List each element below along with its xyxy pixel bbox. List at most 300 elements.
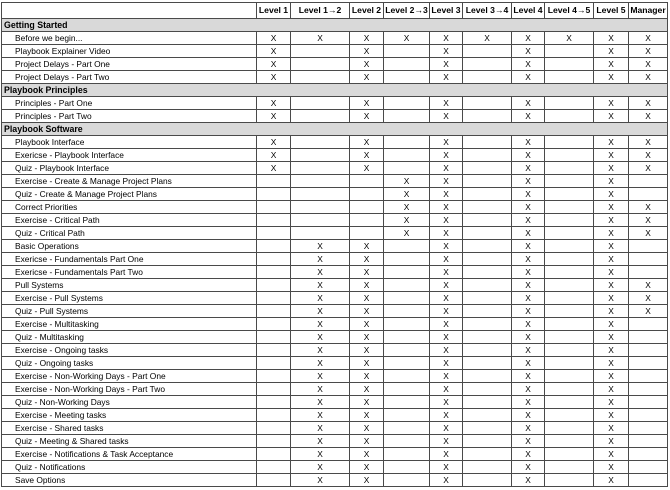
level-cell: X xyxy=(594,435,629,448)
level-cell: X xyxy=(430,474,463,487)
level-cell: X xyxy=(430,175,463,188)
level-cell: X xyxy=(350,344,384,357)
level-cell: X xyxy=(629,45,668,58)
level-cell xyxy=(257,435,291,448)
level-cell: X xyxy=(257,136,291,149)
level-cell xyxy=(545,344,594,357)
level-cell: X xyxy=(594,383,629,396)
level-cell: X xyxy=(350,370,384,383)
table-row xyxy=(2,448,668,461)
level-cell xyxy=(291,45,350,58)
table-row xyxy=(2,422,668,435)
level-cell xyxy=(384,409,430,422)
level-cell: X xyxy=(629,305,668,318)
level-cell: X xyxy=(594,253,629,266)
table-row xyxy=(2,461,668,474)
level-cell xyxy=(350,188,384,201)
level-cell xyxy=(545,97,594,110)
table-row xyxy=(2,32,668,45)
level-cell xyxy=(629,448,668,461)
course-name: Exercise - Create & Manage Project Plans xyxy=(2,175,257,188)
level-cell xyxy=(545,71,594,84)
level-cell: X xyxy=(291,396,350,409)
level-cell: X xyxy=(430,214,463,227)
course-name: Quiz - Multitasking xyxy=(2,331,257,344)
level-cell xyxy=(291,58,350,71)
level-cell xyxy=(350,214,384,227)
level-cell: X xyxy=(629,201,668,214)
level-cell: X xyxy=(291,266,350,279)
level-cell xyxy=(545,175,594,188)
level-cell xyxy=(257,448,291,461)
level-cell: X xyxy=(291,292,350,305)
level-cell: X xyxy=(350,279,384,292)
table-row xyxy=(2,383,668,396)
level-cell: X xyxy=(350,409,384,422)
level-cell: X xyxy=(350,97,384,110)
level-cell xyxy=(629,435,668,448)
level-cell: X xyxy=(594,162,629,175)
level-cell: X xyxy=(350,149,384,162)
level-cell: X xyxy=(512,383,545,396)
level-cell: X xyxy=(291,370,350,383)
level-cell xyxy=(291,149,350,162)
level-cell xyxy=(463,71,512,84)
level-cell: X xyxy=(350,422,384,435)
level-cell: X xyxy=(430,97,463,110)
level-cell xyxy=(463,357,512,370)
level-cell: X xyxy=(512,201,545,214)
level-cell: X xyxy=(350,71,384,84)
level-cell: X xyxy=(512,357,545,370)
course-name: Quiz - Meeting & Shared tasks xyxy=(2,435,257,448)
level-cell: X xyxy=(430,227,463,240)
level-cell xyxy=(384,357,430,370)
level-cell xyxy=(384,383,430,396)
level-cell: X xyxy=(629,97,668,110)
level-cell: X xyxy=(384,32,430,45)
level-cell xyxy=(545,331,594,344)
level-cell: X xyxy=(629,149,668,162)
level-cell: X xyxy=(291,253,350,266)
level-cell xyxy=(463,422,512,435)
level-cell xyxy=(463,279,512,292)
level-cell xyxy=(545,409,594,422)
level-cell: X xyxy=(430,448,463,461)
course-name: Save Options xyxy=(2,474,257,487)
course-name: Exercise - Non-Working Days - Part Two xyxy=(2,383,257,396)
level-cell xyxy=(291,175,350,188)
header-level-4: Level 4 xyxy=(512,3,545,19)
level-cell xyxy=(545,292,594,305)
course-name: Exercise - Non-Working Days - Part One xyxy=(2,370,257,383)
level-cell xyxy=(463,318,512,331)
level-cell: X xyxy=(430,305,463,318)
level-cell: X xyxy=(512,305,545,318)
level-cell: X xyxy=(545,32,594,45)
level-cell: X xyxy=(257,162,291,175)
level-cell xyxy=(545,149,594,162)
level-cell xyxy=(291,97,350,110)
level-cell: X xyxy=(512,331,545,344)
level-cell: X xyxy=(512,474,545,487)
level-cell: X xyxy=(594,448,629,461)
level-cell: X xyxy=(350,435,384,448)
level-cell: X xyxy=(594,305,629,318)
level-cell: X xyxy=(629,32,668,45)
level-cell: X xyxy=(512,71,545,84)
level-cell: X xyxy=(291,344,350,357)
level-cell: X xyxy=(629,227,668,240)
table-row xyxy=(2,370,668,383)
level-cell xyxy=(629,383,668,396)
level-cell xyxy=(384,58,430,71)
level-cell xyxy=(257,266,291,279)
level-cell xyxy=(291,71,350,84)
level-cell xyxy=(545,136,594,149)
level-cell: X xyxy=(257,45,291,58)
level-cell: X xyxy=(594,136,629,149)
level-cell xyxy=(291,214,350,227)
level-cell xyxy=(257,409,291,422)
header-level-3: Level 3 xyxy=(430,3,463,19)
level-cell xyxy=(463,201,512,214)
level-cell xyxy=(463,383,512,396)
section-title: Getting Started xyxy=(2,19,668,32)
level-cell: X xyxy=(512,136,545,149)
level-cell: X xyxy=(350,58,384,71)
level-cell xyxy=(629,461,668,474)
level-cell: X xyxy=(512,214,545,227)
level-cell: X xyxy=(430,318,463,331)
level-cell xyxy=(629,175,668,188)
level-cell: X xyxy=(430,422,463,435)
level-cell xyxy=(384,45,430,58)
table-row xyxy=(2,305,668,318)
training-matrix-table xyxy=(1,2,668,487)
table-row xyxy=(2,474,668,487)
level-cell xyxy=(384,474,430,487)
level-cell xyxy=(257,227,291,240)
level-cell xyxy=(545,266,594,279)
level-cell: X xyxy=(512,318,545,331)
level-cell: X xyxy=(512,461,545,474)
level-cell: X xyxy=(430,331,463,344)
course-name: Principles - Part One xyxy=(2,97,257,110)
course-name: Exercise - Notifications & Task Acceptance xyxy=(2,448,257,461)
level-cell xyxy=(463,474,512,487)
level-cell: X xyxy=(430,110,463,123)
level-cell: X xyxy=(594,318,629,331)
course-name: Quiz - Create & Manage Project Plans xyxy=(2,188,257,201)
level-cell: X xyxy=(384,201,430,214)
level-cell xyxy=(384,461,430,474)
level-cell: X xyxy=(594,422,629,435)
level-cell: X xyxy=(512,149,545,162)
level-cell: X xyxy=(257,110,291,123)
level-cell xyxy=(384,318,430,331)
level-cell xyxy=(463,409,512,422)
level-cell xyxy=(545,110,594,123)
level-cell: X xyxy=(594,266,629,279)
level-cell xyxy=(384,266,430,279)
level-cell: X xyxy=(257,97,291,110)
level-cell xyxy=(257,305,291,318)
level-cell: X xyxy=(512,188,545,201)
level-cell: X xyxy=(257,71,291,84)
table-row xyxy=(2,110,668,123)
level-cell xyxy=(291,136,350,149)
level-cell: X xyxy=(291,279,350,292)
level-cell: X xyxy=(430,58,463,71)
level-cell xyxy=(629,370,668,383)
header-level-1-2: Level 1→2 xyxy=(291,3,350,19)
course-name: Principles - Part Two xyxy=(2,110,257,123)
level-cell: X xyxy=(594,175,629,188)
table-row xyxy=(2,97,668,110)
level-cell: X xyxy=(594,97,629,110)
level-cell xyxy=(545,370,594,383)
level-cell: X xyxy=(430,357,463,370)
level-cell xyxy=(384,97,430,110)
table-row xyxy=(2,292,668,305)
level-cell: X xyxy=(594,461,629,474)
level-cell xyxy=(257,201,291,214)
level-cell xyxy=(384,370,430,383)
level-cell xyxy=(463,162,512,175)
level-cell xyxy=(384,136,430,149)
level-cell xyxy=(257,292,291,305)
level-cell: X xyxy=(512,240,545,253)
table-row xyxy=(2,188,668,201)
level-cell: X xyxy=(512,370,545,383)
section-title: Playbook Principles xyxy=(2,84,668,97)
level-cell: X xyxy=(291,448,350,461)
level-cell xyxy=(463,227,512,240)
table-row xyxy=(2,253,668,266)
level-cell xyxy=(384,292,430,305)
level-cell xyxy=(384,71,430,84)
level-cell xyxy=(384,422,430,435)
level-cell xyxy=(257,318,291,331)
course-name: Exercise - Multitasking xyxy=(2,318,257,331)
level-cell: X xyxy=(257,149,291,162)
level-cell xyxy=(257,214,291,227)
level-cell xyxy=(545,45,594,58)
header-level-1: Level 1 xyxy=(257,3,291,19)
table-row xyxy=(2,71,668,84)
level-cell xyxy=(629,409,668,422)
level-cell xyxy=(463,435,512,448)
level-cell: X xyxy=(430,201,463,214)
level-cell xyxy=(384,162,430,175)
header-level-4-5: Level 4→5 xyxy=(545,3,594,19)
level-cell: X xyxy=(430,136,463,149)
course-name: Exercise - Pull Systems xyxy=(2,292,257,305)
header-manager: Manager xyxy=(629,3,668,19)
course-name: Exericse - Fundamentals Part One xyxy=(2,253,257,266)
level-cell xyxy=(384,253,430,266)
level-cell: X xyxy=(350,357,384,370)
level-cell xyxy=(463,292,512,305)
level-cell xyxy=(257,370,291,383)
level-cell xyxy=(257,253,291,266)
level-cell xyxy=(463,97,512,110)
level-cell: X xyxy=(512,344,545,357)
level-cell xyxy=(257,279,291,292)
level-cell: X xyxy=(594,201,629,214)
level-cell: X xyxy=(291,383,350,396)
header-level-2-3: Level 2→3 xyxy=(384,3,430,19)
level-cell xyxy=(545,214,594,227)
course-name: Exercise - Shared tasks xyxy=(2,422,257,435)
level-cell: X xyxy=(430,409,463,422)
level-cell xyxy=(257,461,291,474)
level-cell xyxy=(545,240,594,253)
table-row xyxy=(2,318,668,331)
level-cell: X xyxy=(384,227,430,240)
level-cell: X xyxy=(430,370,463,383)
table-row xyxy=(2,240,668,253)
course-name: Correct Priorities xyxy=(2,201,257,214)
level-cell: X xyxy=(430,292,463,305)
level-cell: X xyxy=(291,331,350,344)
level-cell: X xyxy=(430,45,463,58)
table-row xyxy=(2,344,668,357)
level-cell xyxy=(545,227,594,240)
level-cell: X xyxy=(430,279,463,292)
level-cell: X xyxy=(594,292,629,305)
level-cell xyxy=(384,344,430,357)
level-cell: X xyxy=(512,97,545,110)
level-cell xyxy=(463,448,512,461)
level-cell xyxy=(629,474,668,487)
level-cell: X xyxy=(350,253,384,266)
level-cell: X xyxy=(257,58,291,71)
level-cell: X xyxy=(594,240,629,253)
level-cell xyxy=(463,188,512,201)
level-cell: X xyxy=(463,32,512,45)
level-cell xyxy=(629,344,668,357)
level-cell xyxy=(257,344,291,357)
level-cell: X xyxy=(350,110,384,123)
level-cell: X xyxy=(291,435,350,448)
level-cell: X xyxy=(291,240,350,253)
level-cell xyxy=(257,396,291,409)
table-row xyxy=(2,279,668,292)
level-cell: X xyxy=(430,162,463,175)
level-cell xyxy=(291,188,350,201)
level-cell: X xyxy=(594,344,629,357)
level-cell xyxy=(545,357,594,370)
level-cell xyxy=(545,162,594,175)
table-body xyxy=(2,19,668,487)
level-cell: X xyxy=(594,214,629,227)
level-cell xyxy=(629,253,668,266)
level-cell: X xyxy=(430,344,463,357)
level-cell: X xyxy=(512,175,545,188)
level-cell xyxy=(545,396,594,409)
level-cell xyxy=(545,58,594,71)
level-cell xyxy=(257,175,291,188)
table-row xyxy=(2,136,668,149)
section-row xyxy=(2,84,668,97)
header-level-2: Level 2 xyxy=(350,3,384,19)
course-name: Exercise - Meeting tasks xyxy=(2,409,257,422)
level-cell: X xyxy=(594,149,629,162)
level-cell: X xyxy=(350,448,384,461)
level-cell: X xyxy=(594,357,629,370)
level-cell: X xyxy=(512,422,545,435)
course-name: Basic Operations xyxy=(2,240,257,253)
level-cell: X xyxy=(430,32,463,45)
level-cell: X xyxy=(594,370,629,383)
level-cell xyxy=(629,357,668,370)
level-cell: X xyxy=(594,45,629,58)
level-cell xyxy=(291,162,350,175)
level-cell xyxy=(629,318,668,331)
level-cell xyxy=(629,396,668,409)
level-cell: X xyxy=(350,162,384,175)
level-cell: X xyxy=(430,396,463,409)
level-cell xyxy=(463,58,512,71)
level-cell xyxy=(545,383,594,396)
course-name: Project Delays - Part Two xyxy=(2,71,257,84)
course-name: Exercise - Critical Path xyxy=(2,214,257,227)
level-cell: X xyxy=(430,71,463,84)
level-cell xyxy=(350,175,384,188)
level-cell: X xyxy=(512,253,545,266)
level-cell: X xyxy=(594,227,629,240)
level-cell: X xyxy=(594,32,629,45)
level-cell xyxy=(384,279,430,292)
level-cell: X xyxy=(384,188,430,201)
level-cell xyxy=(463,110,512,123)
level-cell xyxy=(350,201,384,214)
level-cell: X xyxy=(512,279,545,292)
table-row xyxy=(2,162,668,175)
course-name: Quiz - Non-Working Days xyxy=(2,396,257,409)
level-cell: X xyxy=(291,357,350,370)
level-cell: X xyxy=(594,71,629,84)
course-name: Pull Systems xyxy=(2,279,257,292)
level-cell: X xyxy=(512,409,545,422)
level-cell: X xyxy=(430,383,463,396)
level-cell xyxy=(629,266,668,279)
level-cell xyxy=(629,240,668,253)
level-cell xyxy=(257,240,291,253)
level-cell: X xyxy=(512,162,545,175)
table-row xyxy=(2,409,668,422)
table-row xyxy=(2,227,668,240)
level-cell: X xyxy=(350,32,384,45)
level-cell xyxy=(463,461,512,474)
level-cell: X xyxy=(594,279,629,292)
level-cell xyxy=(545,188,594,201)
level-cell xyxy=(384,435,430,448)
course-name: Quiz - Critical Path xyxy=(2,227,257,240)
header-row xyxy=(2,3,668,19)
level-cell xyxy=(545,422,594,435)
course-name: Before we begin... xyxy=(2,32,257,45)
level-cell xyxy=(463,149,512,162)
section-row xyxy=(2,123,668,136)
level-cell: X xyxy=(291,461,350,474)
course-name: Project Delays - Part One xyxy=(2,58,257,71)
level-cell: X xyxy=(430,240,463,253)
level-cell xyxy=(291,227,350,240)
level-cell: X xyxy=(594,110,629,123)
